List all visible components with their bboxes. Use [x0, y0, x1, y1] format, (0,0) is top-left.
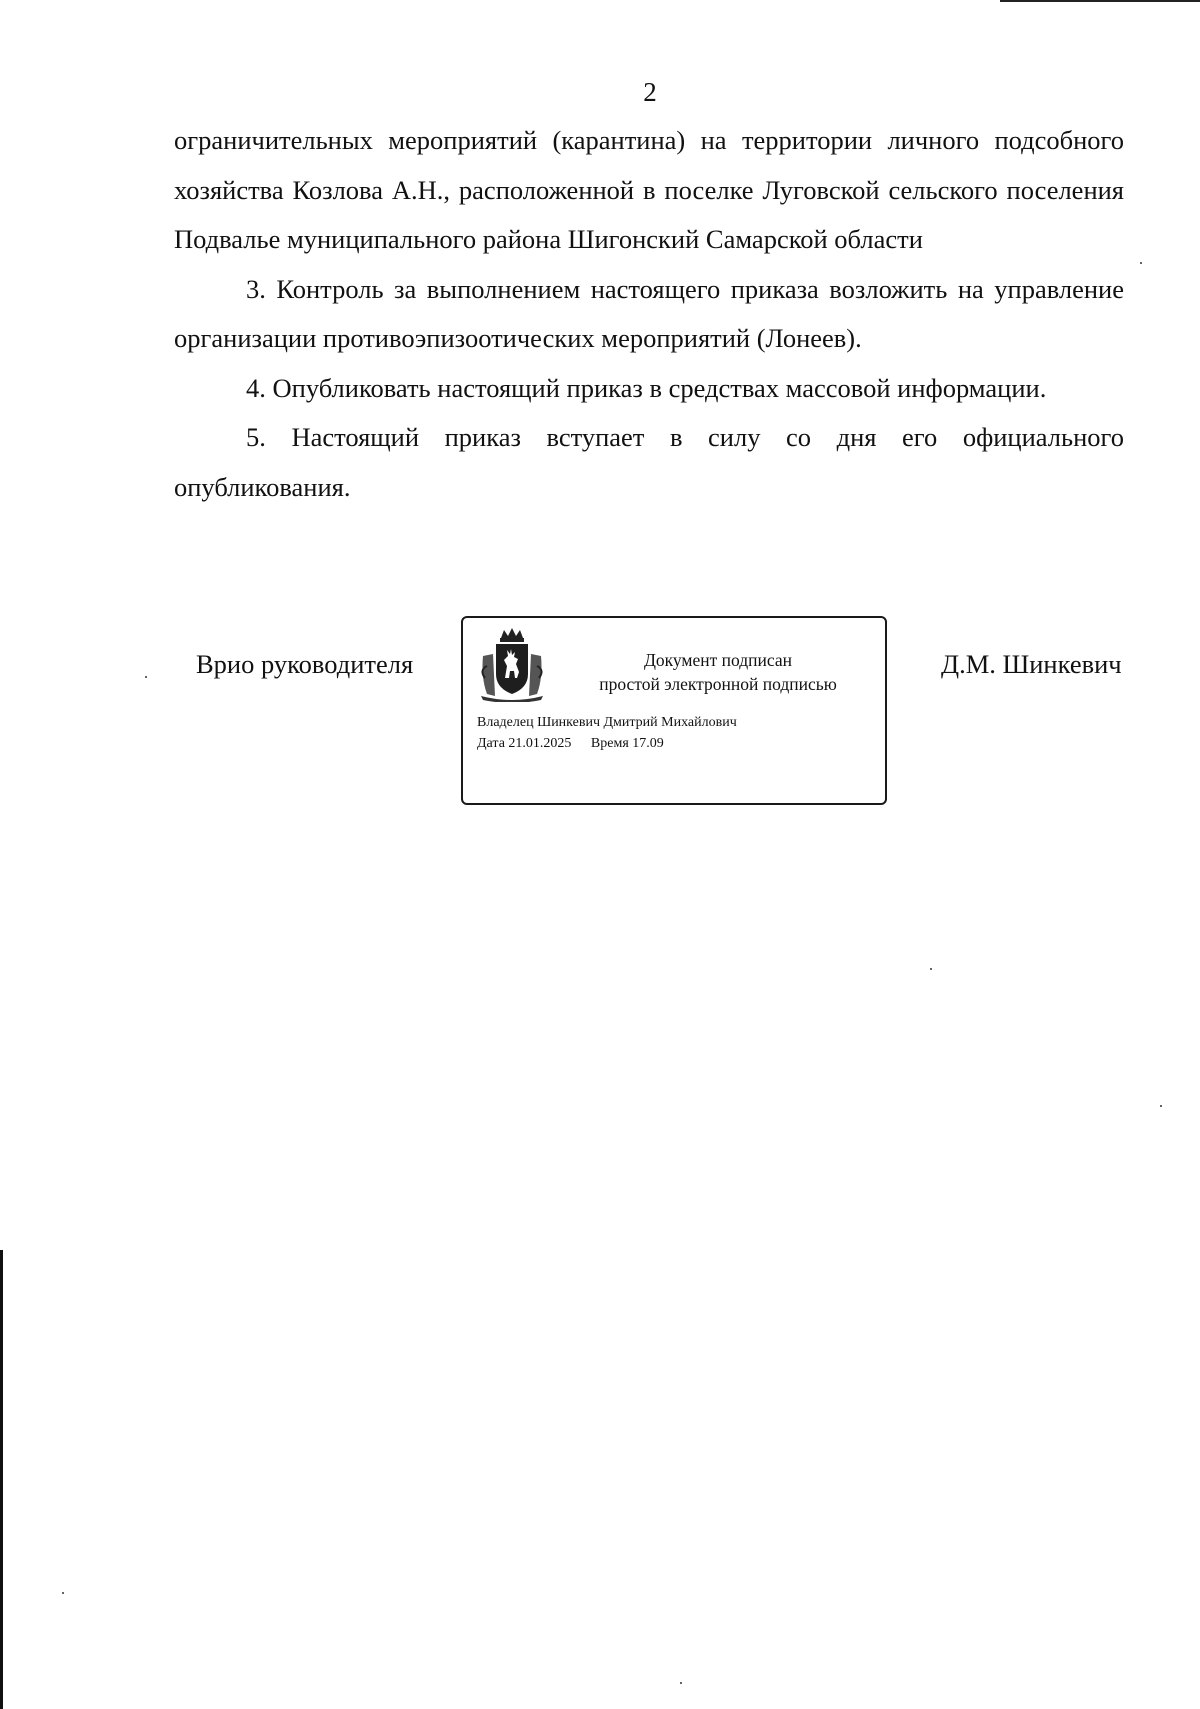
- electronic-signature-stamp: [461, 616, 887, 805]
- scan-speck: [1140, 262, 1142, 264]
- stamp-details: [477, 712, 877, 754]
- coat-of-arms-icon: [477, 626, 547, 702]
- page-number: 2: [643, 77, 657, 107]
- scan-speck: [680, 1682, 682, 1684]
- signer-name: Д.М. Шинкевич: [941, 649, 1122, 679]
- signer-title: Врио руководителя: [196, 649, 414, 679]
- paragraph-item-4: 4. Опубликовать настоящий приказ в средствах массовой информации.: [246, 372, 1047, 403]
- document-body: [174, 116, 1124, 512]
- scan-edge-line: [0, 1250, 3, 1709]
- scan-speck: [145, 676, 147, 678]
- stamp-heading: [558, 648, 878, 696]
- stamp-date-time: [477, 733, 877, 754]
- scan-edge-line-top: [1000, 0, 1200, 2]
- stamp-heading-line2: простой электронной подписью: [599, 674, 837, 694]
- scan-speck: [62, 1592, 64, 1594]
- paragraph-item-5: 5. Настоящий приказ вступает в силу со дня его официального опубликования.: [174, 422, 1124, 502]
- scan-speck: [930, 968, 932, 970]
- stamp-date: Дата 21.01.2025: [477, 736, 572, 751]
- scan-speck: [1160, 1105, 1162, 1107]
- paragraph-continuation: ограничительных мероприятий (карантина) на территории личного подсобного хозяйства Козлова А.Н., расположенной в поселке Луговской сельского поселения Подвалье муниципального района Шигонский Самарской области: [174, 125, 1124, 254]
- paragraph-item-3: 3. Контроль за выполнением настоящего приказа возложить на управление организации противоэпизоотических мероприятий (Лонеев).: [174, 273, 1124, 353]
- stamp-owner: Владелец Шинкевич Дмитрий Михайлович: [477, 715, 737, 730]
- stamp-heading-line1: Документ подписан: [643, 650, 793, 670]
- stamp-time: Время 17.09: [590, 736, 664, 751]
